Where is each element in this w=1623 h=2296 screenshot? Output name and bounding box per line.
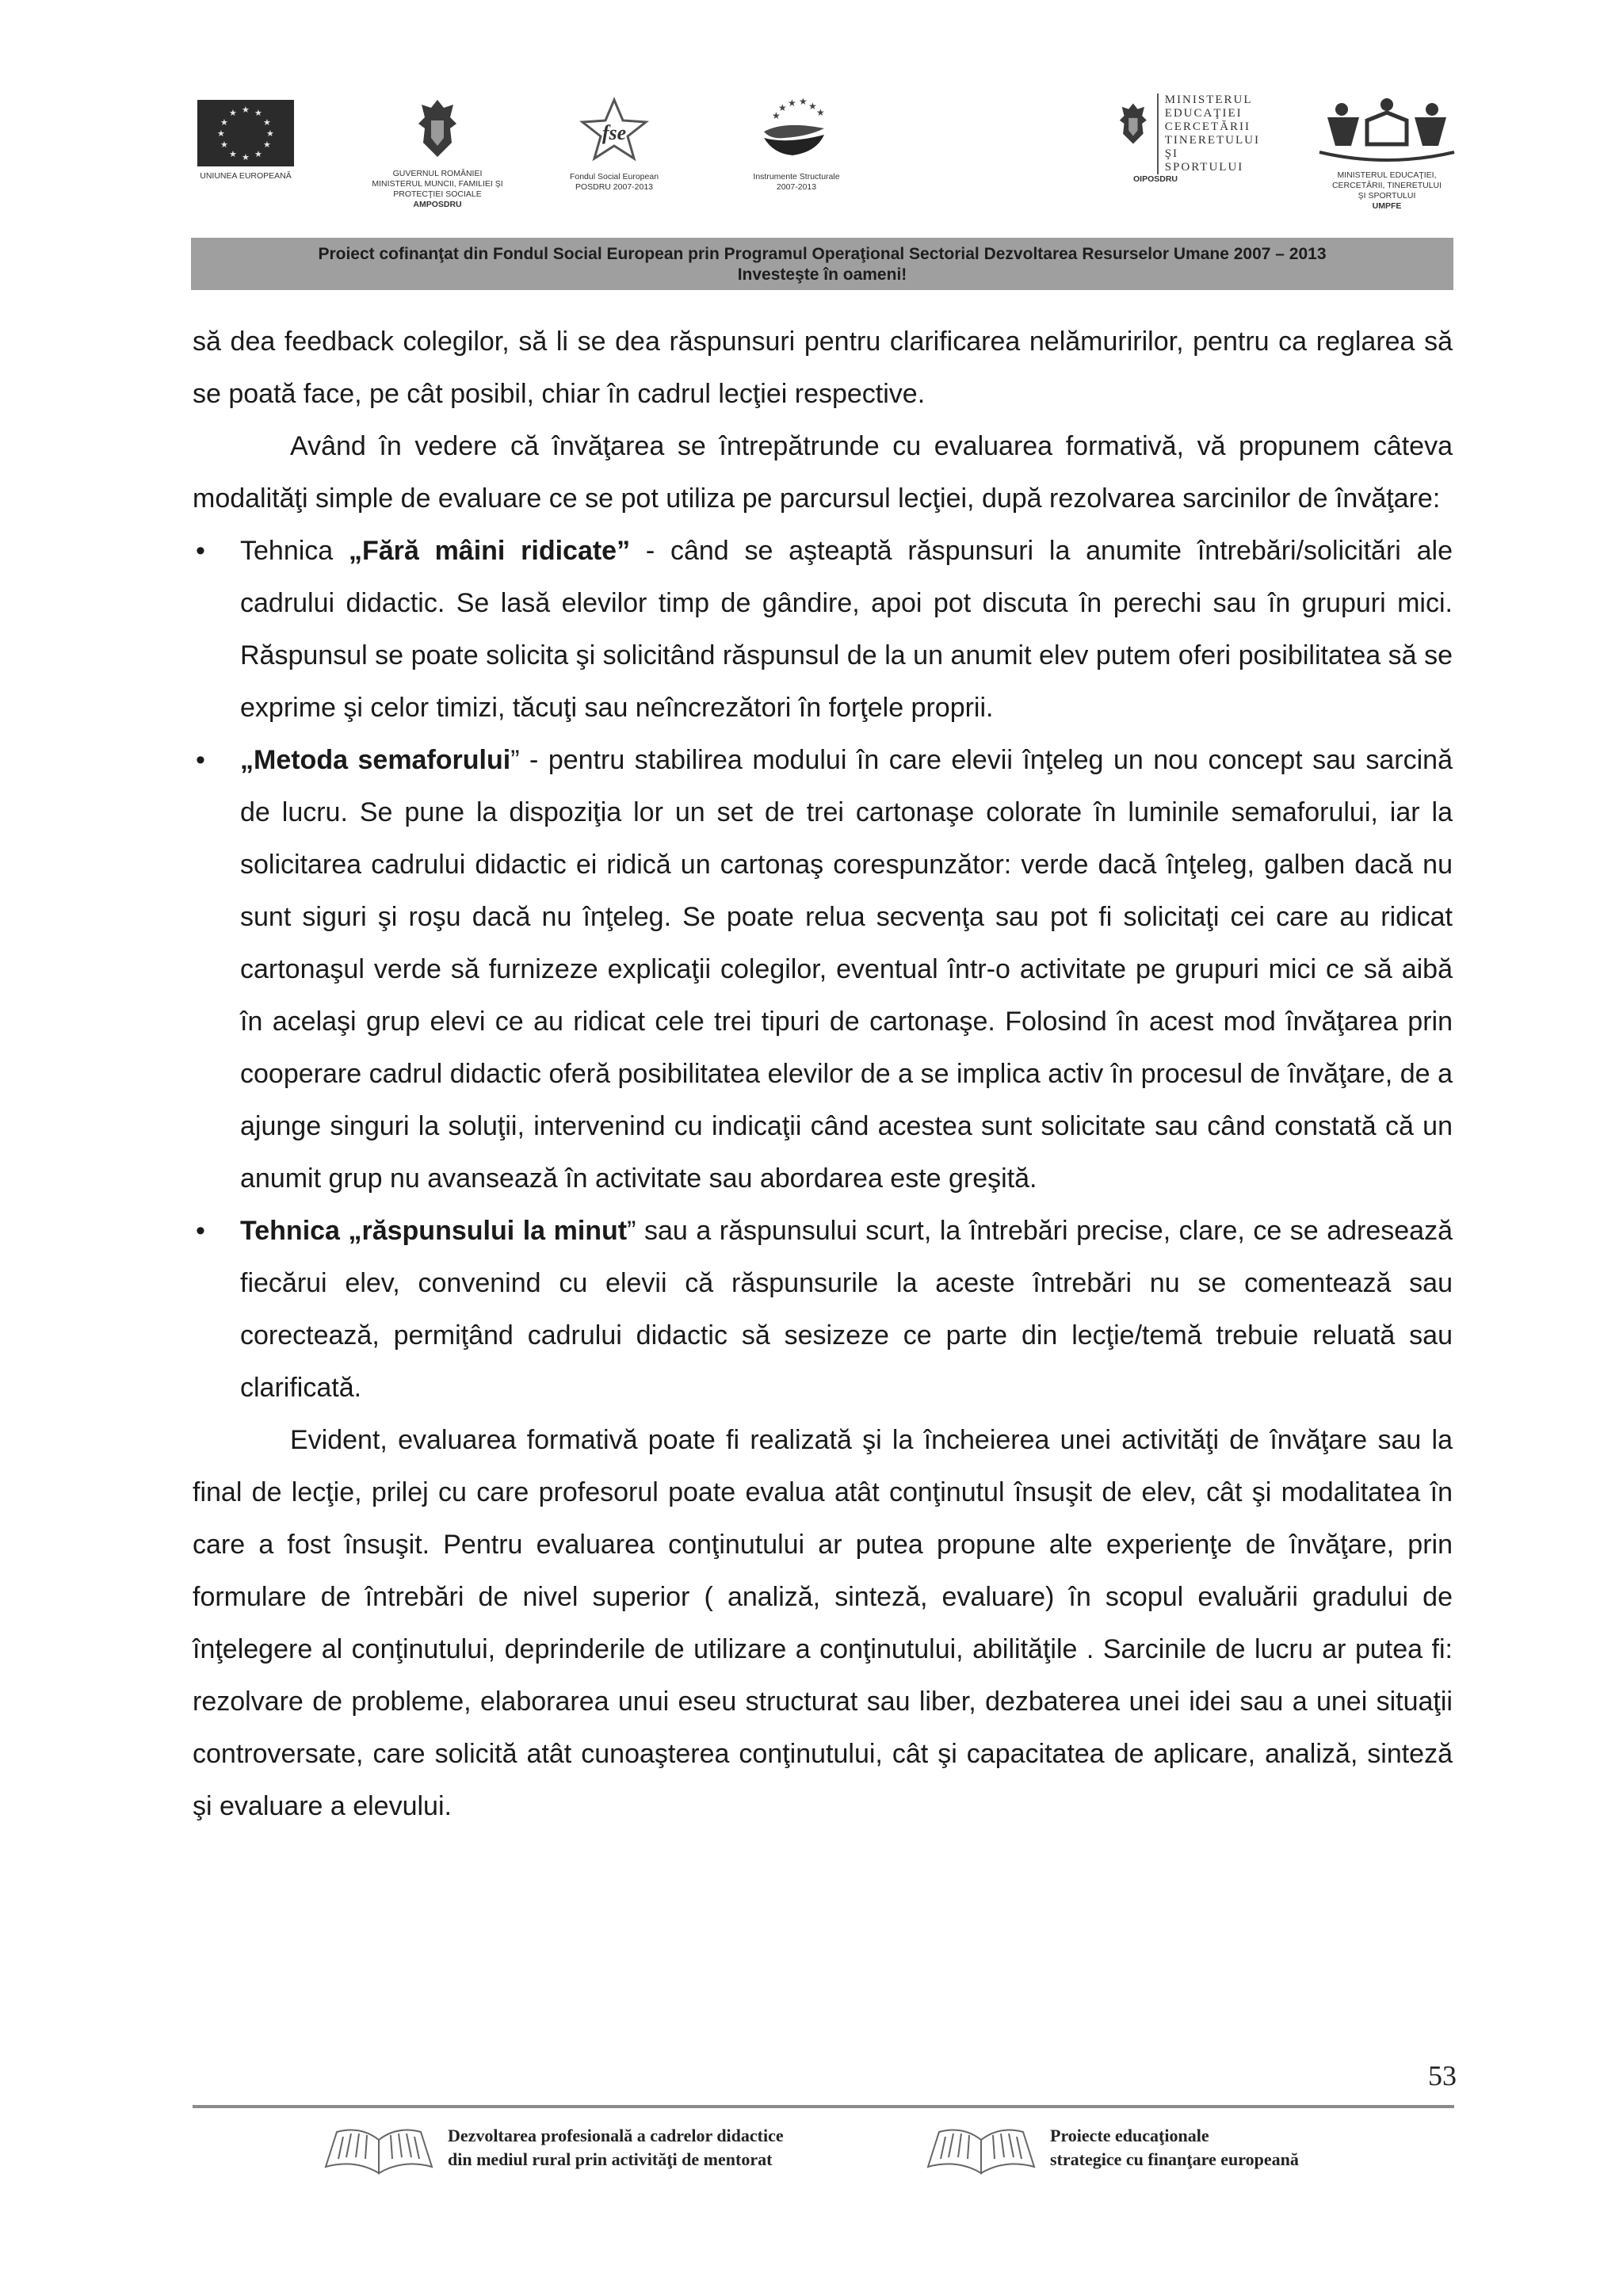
list-item: • „Metoda semaforului” - pentru stabilirea modului în care elevii înţeleg un nou concept sau sarcină de lucru. Se pune la dispoziţia lor un set de trei cartonaşe colorate în luminile semaforului, iar la solicitarea cadrului didactic ei ridică un cartonaş corespunzător: verde dacă înţeleg, galben dacă nu sunt siguri şi roşu dacă nu înţeleg. Se poate relua secvenţa sau pot fi solicitaţi cei care au ridicat cartonaşul verde să furnizeze explicaţii colegilor, eventual într-o activitate pe grupuri mici ce să aibă în acelaşi grup elevi ce au ridicat cele trei tipuri de cartonaşe. Folosind în acest mod învăţarea prin cooperare cadrul didactic oferă posibilitatea elevilor de a se implica activ în procesul de învăţare, de a ajunge singuri la soluţii, intervenind cu indicaţii când acestea sunt solicitate sau când constată că un anumit grup nu avansează în activitate sau abordarea este greşită. [193,734,1453,1205]
technique-name: „Metoda semaforului [240,745,511,775]
banner-line-1: Proiect cofinanţat din Fondul Social European prin Programul Operaţional Sectorial Dezvoltarea Resurselor Umane 2007 – 2013 [318,245,1327,263]
list-item: • Tehnica „Fără mâini ridicate” - când se aşteaptă răspunsuri la anumite întrebări/solicitări ale cadrului didactic. Se lasă elevilor timp de gândire, apoi pot discuta în perechi sau în grupuri mici. Răspunsul se poate solicita şi solicitând răspunsul de la un anumit elev putem oferi posibilitatea să se exprime şi celor timizi, tăcuţi sau neîncrezători în forţele proprii. [193,525,1453,734]
umpfe-logo [1308,97,1466,212]
ministry-education-logo [1117,94,1260,185]
footer-right-text: Proiecte educaţionale strategice cu finanţare europeană [1050,2126,1299,2169]
structural-instruments-icon [753,97,840,163]
document-body [193,315,1453,1832]
fse-caption-2: POSDRU 2007-2013 [575,182,654,192]
eu-flag-icon: ★ ★ ★ ★ ★ ★ ★ ★ ★ ★ ★ ★ [197,100,294,166]
fse-logo [559,97,670,193]
government-caption-2: MINISTERUL MUNCII, FAMILIEI ŞI [372,179,503,189]
svg-text:★: ★ [808,101,817,112]
list-item: • Tehnica „răspunsului la minut” sau a răspunsului scurt, la întrebări precise, clare, ce se adresează fiecărui elev, convenind cu elevii că răspunsurile la aceste întrebări nu se comentează sau corectează, permiţând cadrului didactic să sesizeze ce parte din lecţie/temă trebuie reluată sau clarificată. [193,1205,1453,1414]
svg-text:fse: fse [601,121,627,144]
structural-instruments-caption-2: 2007-2013 [776,182,817,192]
technique-name: „Fără mâini ridicate” [348,536,631,566]
svg-text:★: ★ [799,97,808,107]
umpfe-caption-bold: UMPFE [1372,201,1402,211]
project-banner [191,238,1453,290]
umpfe-caption-3: ŞI SPORTULUI [1358,191,1416,201]
page-number: 53 [1428,2060,1457,2092]
umpfe-figures-icon [1312,97,1462,163]
eu-caption: UNIUNEA EUROPEANĂ [200,171,292,181]
banner-line-2: Investeşte în oameni! [737,266,907,284]
footer-left-text: Dezvoltarea profesională a cadrelor didactice din mediul rural prin activităţi de mentorat [448,2126,784,2169]
svg-text:★: ★ [788,97,796,109]
government-caption-3: PROTECŢIEI SOCIALE [393,189,482,199]
technique-name: Tehnica „răspunsului la minut [240,1216,628,1246]
structural-instruments-caption-1: Instrumente Structurale [753,172,840,181]
header-logos [190,94,1458,228]
bullet-icon: • [196,745,205,775]
open-book-icon [319,2118,438,2181]
bullet-icon: • [196,536,205,566]
eu-logo [190,100,301,181]
coat-of-arms-icon [415,97,460,160]
ministry-name: MINISTERUL EDUCAŢIEI CERCETĂRII TINERETULUI ŞI SPORTULUI [1157,94,1260,174]
oiposdru-caption: OIPOSDRU [1133,174,1178,184]
paragraph-3: Evident, evaluarea formativă poate fi realizată şi la încheierea unei activităţi de învăţare sau la final de lecţie, prilej cu care profesorul poate evalua atât conţinutul însuşit de elev, cât şi modalitatea în care a fost însuşit. Pentru evaluarea conţinutului ar putea propune alte experienţe de învăţare, prin formulare de întrebări de nivel superior ( analiză, sinteză, evaluare) în scopul evaluării gradului de înţelegere al conţinutului, deprinderile de utilizare a conţinutului, abilităţile . Sarcinile de lucru ar putea fi: rezolvare de probleme, elaborarea unui eseu structurat sau liber, dezbaterea unei idei sau a unei situaţii controversate, care solicită atât cunoaşterea conţinutului, cât şi capacitatea de aplicare, analiză, sinteză şi evaluare a elevului. [193,1425,1453,1821]
umpfe-caption-2: CERCETĂRII, TINERETULUI [1331,181,1442,190]
open-book-icon [922,2118,1041,2181]
svg-text:★: ★ [778,102,787,113]
structural-instruments-logo [741,97,852,193]
paragraph-1: să dea feedback colegilor, să li se dea răspunsuri pentru clarificarea nelămuririlor, pentru ca reglarea să se poată face, pe cât posibil, chiar în cadrul lecţiei respective. [193,327,1453,409]
government-logo [366,97,509,210]
ministry-crest-icon [1117,94,1149,154]
fse-caption-1: Fondul Social European [569,172,659,181]
fse-star-icon [578,97,651,163]
svg-text:★: ★ [772,110,781,121]
government-caption-bold: AMPOSDRU [413,200,462,209]
technique-list [193,525,1453,1414]
paragraph-2: Având în vedere că învăţarea se întrepătrunde cu evaluarea formativă, vă propunem câteva modalităţi simple de evaluare ce se pot utiliza pe parcursul lecţiei, după rezolvarea sarcinilor de învăţare: [193,431,1453,514]
umpfe-caption-1: MINISTERUL EDUCAŢIEI, [1337,170,1437,180]
bullet-icon: • [196,1216,205,1246]
svg-text:★: ★ [816,107,825,118]
footer [193,2116,1454,2203]
footer-divider [193,2105,1454,2108]
government-caption-1: GUVERNUL ROMÂNIEI [392,169,483,178]
